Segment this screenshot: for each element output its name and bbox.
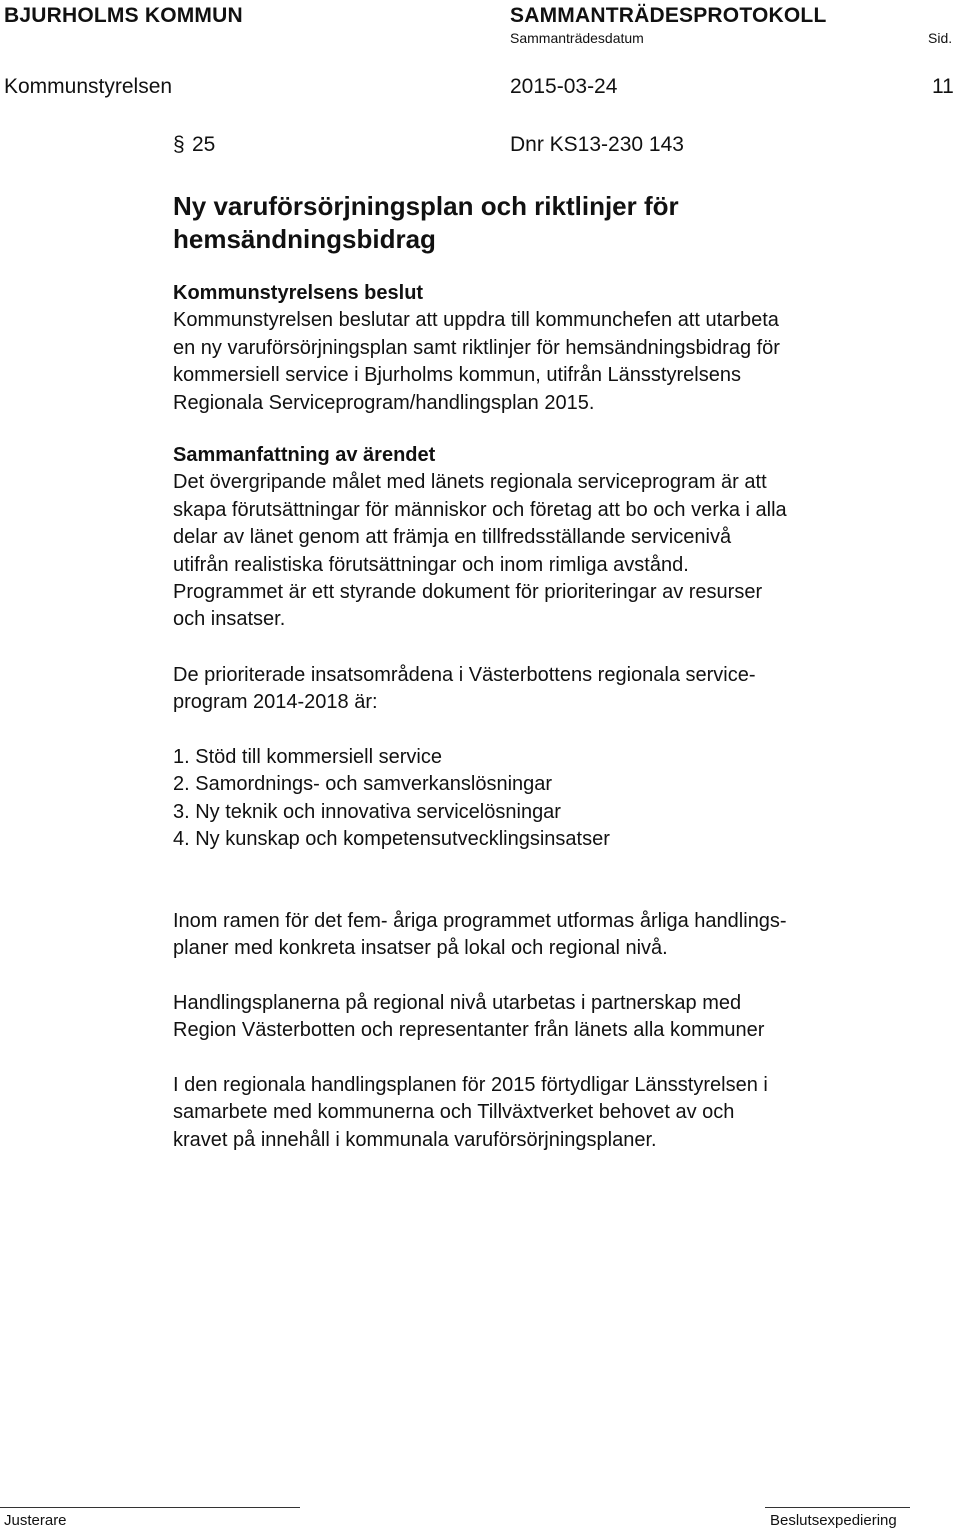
- paragraph-line: kravet på innehåll i kommunala varuförsörjningsplaner.: [173, 1128, 657, 1151]
- decision-line: Kommunstyrelsen beslutar att uppdra till kommunchefen att utarbeta: [173, 309, 779, 332]
- summary-line: delar av länet genom att främja en tillfredsställande servicenivå: [173, 526, 732, 549]
- summary-line: Programmet är ett styrande dokument för prioriteringar av resurser: [173, 581, 763, 604]
- list-item: 3. Ny teknik och innovativa servicelösningar: [173, 800, 561, 823]
- footer-divider: [0, 1507, 960, 1508]
- item-heading: Ny varuförsörjningsplan och riktlinjer för hemsändningsbidrag: [173, 191, 679, 254]
- paragraph-line: planer med konkreta insatser på lokal och regional nivå.: [173, 937, 668, 960]
- decision-heading: Kommunstyrelsens beslut: [173, 282, 424, 304]
- footer-signatory-label: Justerare: [4, 1512, 67, 1529]
- priority-intro: [173, 662, 913, 717]
- paragraph-line: samarbete med kommunerna och Tillväxtverket behovet av och: [173, 1101, 735, 1124]
- summary-heading: Sammanfattning av ärendet: [173, 444, 436, 466]
- priority-intro-line: program 2014-2018 är:: [173, 691, 378, 714]
- list-item: 1. Stöd till kommersiell service: [173, 746, 442, 768]
- decision-line: kommersiell service i Bjurholms kommun, utifrån Länsstyrelsens: [173, 364, 741, 387]
- closing-paragraph-1: [173, 908, 913, 963]
- list-item: 4. Ny kunskap och kompetensutvecklingsinsatser: [173, 828, 610, 851]
- priority-list: [173, 744, 610, 854]
- paragraph-line: Handlingsplanerna på regional nivå utarbetas i partnerskap med: [173, 992, 742, 1014]
- footer-line-left: [0, 1507, 300, 1508]
- summary-line: utifrån realistiska förutsättningar och inom rimliga avstånd.: [173, 553, 689, 576]
- footer-line-right: [765, 1507, 910, 1508]
- summary-line: och insatser.: [173, 608, 286, 631]
- paragraph-line: Region Västerbotten och representanter från länets alla kommuner: [173, 1019, 765, 1042]
- paragraph-number: 25: [192, 133, 216, 156]
- footer-dispatch-label: Beslutsexpediering: [770, 1512, 897, 1529]
- body-name: Kommunstyrelsen: [4, 75, 173, 98]
- closing-paragraph-3: [173, 1072, 913, 1154]
- paragraph-sign: §: [173, 133, 185, 156]
- summary-line: Det övergripande målet med länets regionala serviceprogram är att: [173, 471, 767, 494]
- decision-line: en ny varuförsörjningsplan samt riktlinjer för hemsändningsbidrag för: [173, 336, 780, 359]
- page-number: 11: [932, 75, 954, 98]
- list-item: 2. Samordnings- och samverkanslösningar: [173, 773, 553, 796]
- document-title: SAMMANTRÄDESPROTOKOLL: [510, 4, 827, 27]
- meeting-date: 2015-03-24: [510, 75, 618, 98]
- priority-intro-line: De prioriterade insatsområdena i Västerbottens regionala service-: [173, 664, 756, 686]
- closing-paragraph-2: [173, 990, 913, 1045]
- decision-line: Regionala Serviceprogram/handlingsplan 2015.: [173, 391, 595, 414]
- summary-section: [173, 442, 913, 634]
- paragraph-line: I den regionala handlingsplanen för 2015 förtydligar Länsstyrelsen i: [173, 1074, 768, 1096]
- diary-number: Dnr KS13-230 143: [510, 133, 684, 156]
- meeting-date-label: Sammanträdesdatum: [510, 30, 644, 46]
- decision-section: [173, 280, 913, 417]
- paragraph-line: Inom ramen för det fem- åriga programmet utformas årliga handlings-: [173, 910, 787, 932]
- summary-line: skapa förutsättningar för människor och företag att bo och verka i alla: [173, 498, 787, 521]
- organization-name: BJURHOLMS KOMMUN: [4, 4, 243, 27]
- page-label: Sid.: [928, 30, 953, 46]
